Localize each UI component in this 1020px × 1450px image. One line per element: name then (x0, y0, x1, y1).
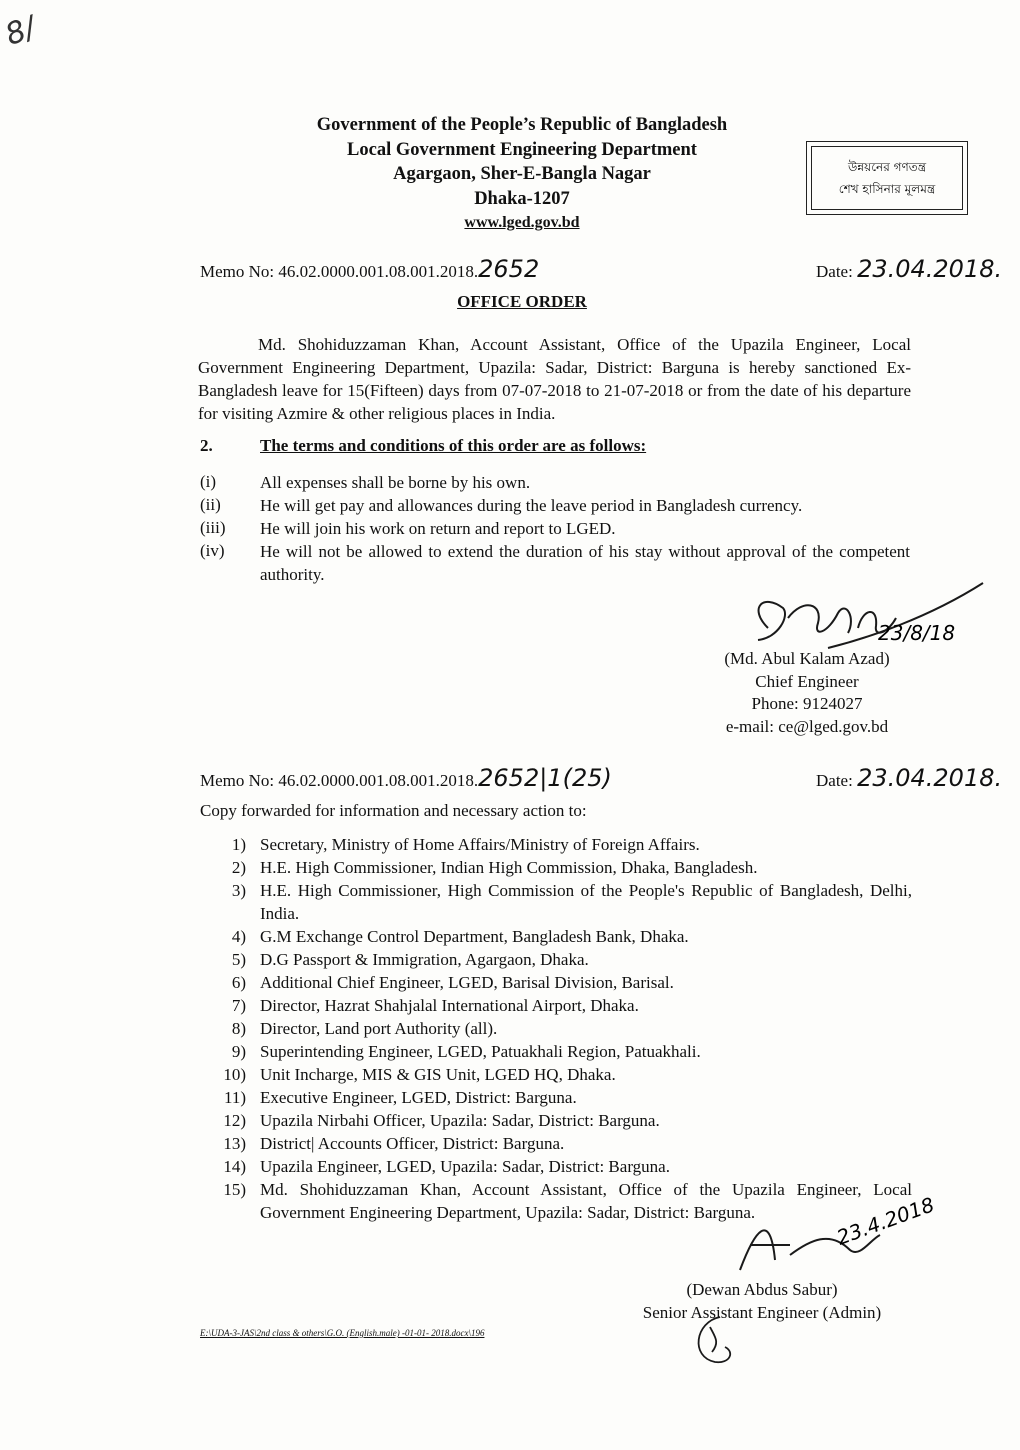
list-item: Upazila Nirbahi Officer, Upazila: Sadar, District: Barguna. (260, 1111, 660, 1130)
memo-number-2 (200, 764, 612, 792)
date-label: Date: (816, 262, 853, 281)
term-text: He will not be allowed to extend the duration of his stay without approval of the competent authority. (260, 542, 910, 584)
date-label: Date: (816, 771, 853, 790)
memo-prefix: Memo No: 46.02.0000.001.08.001.2018. (200, 771, 479, 790)
list-item-number: 15) (223, 1180, 246, 1199)
file-path-footer: E:\UDA-3-JAS\2nd class & others\G.O. (English.male) -01-01- 2018.docx\196 (200, 1328, 485, 1338)
memo-handwritten-number: 2652|1(25) (478, 764, 612, 792)
list-item: H.E. High Commissioner, Indian High Commission, Dhaka, Bangladesh. (260, 858, 758, 877)
handwritten-date: 23.04.2018. (857, 764, 1003, 792)
list-item: G.M Exchange Control Department, Bangladesh Bank, Dhaka. (260, 927, 689, 946)
motto-box (806, 141, 968, 215)
list-item-number: 10) (223, 1065, 246, 1084)
list-item-number: 14) (223, 1157, 246, 1176)
list-item: Unit Incharge, MIS & GIS Unit, LGED HQ, Dhaka. (260, 1065, 616, 1084)
term-number: (iii) (200, 518, 226, 537)
signatory-designation: Senior Assistant Engineer (Admin) (642, 1302, 882, 1322)
signatory-designation: Chief Engineer (755, 671, 859, 691)
list-item: Secretary, Ministry of Home Affairs/Ministry of Foreign Affairs. (260, 835, 700, 854)
chief-engineer-signature-block (692, 648, 922, 738)
list-item: Superintending Engineer, LGED, Patuakhali Region, Patuakhali. (260, 1042, 701, 1061)
list-item-number: 2) (231, 858, 246, 877)
list-item-number: 11) (223, 1088, 246, 1107)
term-text: All expenses shall be borne by his own. (260, 473, 531, 492)
letterhead (200, 113, 844, 236)
list-item: Executive Engineer, LGED, District: Barguna. (260, 1088, 577, 1107)
list-item-number: 4) (231, 927, 246, 946)
term-number: (ii) (200, 495, 221, 514)
order-body-paragraph: Md. Shohiduzzaman Khan, Account Assistant, Office of the Upazila Engineer, Local Government Engineering Department, Upazila: Sadar, District: Barguna is hereby sanctioned Ex-Bangladesh leave for 15(Fifteen) days from 07-07-2018 to 21-07-2018 or from the date of his departure for visiting Azmire & other religious places in India. (198, 335, 911, 423)
term-number: (iv) (200, 541, 225, 560)
memo-date-2 (816, 764, 1002, 792)
list-item-number: 13) (223, 1134, 246, 1153)
term-text: He will join his work on return and report to LGED. (260, 519, 616, 538)
signatory-name: (Md. Abul Kalam Azad) (724, 649, 890, 668)
motto-line-2: শেখ হাসিনার মূলমন্ত্র (838, 182, 936, 196)
memo-date-1 (816, 255, 1002, 283)
list-item-number: 6) (231, 973, 246, 992)
corner-handwritten-mark: 8/ (0, 10, 41, 53)
list-item: H.E. High Commissioner, High Commission of the People's Republic of Bangladesh, Delhi, India. (260, 881, 912, 923)
term-number: (i) (200, 472, 217, 491)
copy-forwarded-label: Copy forwarded for information and necessary action to: (200, 801, 587, 820)
list-item-number: 3) (231, 881, 246, 900)
signature-handwritten-date: 23.4.2018 (833, 1192, 938, 1250)
signature-handwritten-date: 23/8/18 (878, 621, 956, 645)
letterhead-website: www.lged.gov.bd (464, 214, 580, 231)
list-item-number: 9) (231, 1042, 246, 1061)
handwritten-date: 23.04.2018. (857, 255, 1003, 283)
senior-assistant-engineer-signature (730, 1192, 940, 1280)
motto-line-1: উন্নয়নের গণতন্ত্র (847, 160, 927, 174)
initial-scribble (690, 1312, 740, 1367)
list-item: District| Accounts Officer, District: Barguna. (260, 1134, 565, 1153)
memo-handwritten-number: 2652 (478, 255, 540, 283)
list-item-number: 1) (231, 835, 246, 854)
memo-number-1 (200, 255, 539, 283)
list-item-number: 7) (231, 996, 246, 1015)
letterhead-address: Agargaon, Sher-E-Bangla Nagar (393, 164, 651, 184)
signatory-name: (Dewan Abdus Sabur) (686, 1280, 838, 1299)
letterhead-department: Local Government Engineering Department (347, 139, 697, 160)
list-item-number: 5) (231, 950, 246, 969)
list-item-number: 8) (231, 1019, 246, 1038)
list-item: Director, Hazrat Shahjalal International Airport, Dhaka. (260, 996, 639, 1015)
list-item-number: 12) (223, 1111, 246, 1130)
order-title: OFFICE ORDER (457, 292, 587, 311)
list-item: D.G Passport & Immigration, Agargaon, Dhaka. (260, 950, 589, 969)
signatory-email: e-mail: ce@lged.gov.bd (725, 716, 889, 736)
list-item: Upazila Engineer, LGED, Upazila: Sadar, District: Barguna. (260, 1157, 670, 1176)
letterhead-government: Government of the People’s Republic of Bangladesh (316, 115, 728, 135)
letterhead-city: Dhaka-1207 (474, 188, 570, 209)
senior-assistant-engineer-block (612, 1279, 912, 1324)
list-item: Additional Chief Engineer, LGED, Barisal Division, Barisal. (260, 973, 674, 992)
list-item: Md. Shohiduzzaman Khan, Account Assistant, Office of the Upazila Engineer, Local Government Engineering Department, Upazila: Sadar, District: Barguna. (260, 1180, 912, 1222)
term-text: He will get pay and allowances during the leave period in Bangladesh currency. (260, 496, 803, 515)
list-item: Director, Land port Authority (all). (260, 1019, 498, 1038)
signatory-phone: Phone: 9124027 (751, 694, 863, 713)
section-heading: The terms and conditions of this order are as follows: (260, 436, 647, 455)
memo-prefix: Memo No: 46.02.0000.001.08.001.2018. (200, 262, 479, 281)
section-number: 2. (200, 436, 213, 455)
